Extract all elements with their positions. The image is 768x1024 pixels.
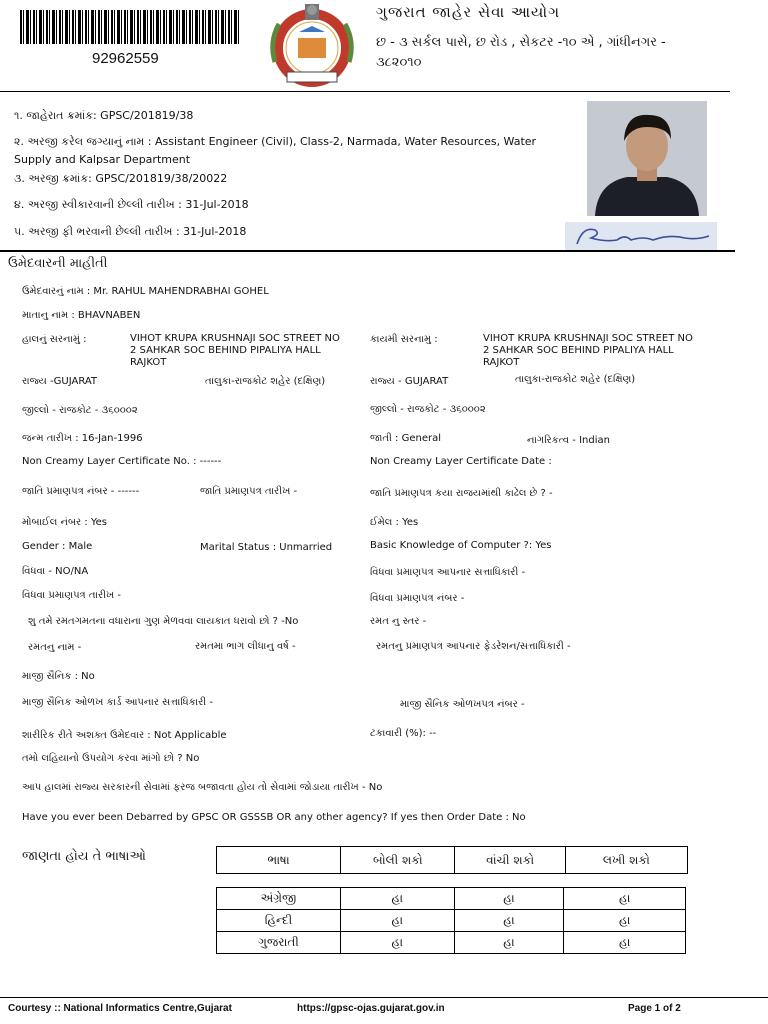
can-read: હા [454,888,564,910]
org-name: ગુજરાત જાહેર સેવા આયોગ [376,3,561,21]
fee-last-date: ૫. અરજી ફી ભરવાની છેલ્લી તારીખ : 31-Jul-2018 [14,225,247,238]
physically-disabled: શારીરિક રીતે અશક્ત ઉમેદવાર : Not Applicable [22,730,227,741]
widow-certificate-date: વિધવા પ્રમાણપત્ર તારીખ - [22,590,122,601]
permanent-address-line2: 2 SAHKAR SOC BEHIND PIPALIYA HALL [483,345,674,356]
header-can-write: લખી શકો [565,847,687,874]
caste-certificate-state: જાતિ પ્રમાણપત્ર કયા રાજયમાંથી કાઢેલ છે ? - [370,488,553,499]
section-title: ઉમેદવારની માહીતી [8,256,108,271]
current-state: રાજ્ય -GUJARAT [22,376,98,387]
ncl-certificate-number: Non Creamy Layer Certificate No. : ------ [22,456,222,467]
email: ઈમેલ : Yes [370,517,419,528]
advt-number: ૧. જાહેરાત ક્રમાંક: GPSC/201819/38 [14,109,194,122]
gpsc-logo [265,2,360,90]
sport-certificate-authority: રમતનુ પ્રમાણપત્ર આપનાર ફેડરેશન/સત્તાધિકારી - [376,641,571,652]
nationality: નાગરિકત્વ - Indian [527,435,610,446]
computer-knowledge: Basic Knowledge of Computer ?: Yes [370,540,552,551]
ex-serviceman-authority: માજી સૈનિક ઓળખ કાર્ડ આપનાર સત્તાધિકારી - [22,697,213,708]
debarred: Have you ever been Debarred by GPSC OR GSSSB OR any other agency? If yes then Order Date : No [22,812,526,823]
post-name-line1: ૨. અરજી કરેલ જગ્યાનું નામ : Assistant Engineer (Civil), Class-2, Narmada, Water Resources, Water [14,135,537,148]
ncl-certificate-date: Non Creamy Layer Certificate Date : [370,456,552,467]
current-address-line2: 2 SAHKAR SOC BEHIND PIPALIYA HALL [130,345,321,356]
can-speak: હા [340,888,454,910]
candidate-name: ઉમેદવારનું નામ : Mr. RAHUL MAHENDRABHAI GOHEL [22,286,269,297]
section-divider [0,250,735,252]
language-name: હિન્દી [217,910,341,932]
language-name: અંગ્રેજી [217,888,341,910]
candidate-signature [565,222,717,250]
current-district: જીલ્લો - રાજકોટ - ૩૬૦૦૦૨ [22,405,138,416]
permanent-district: જીલ્લો - રાજકોટ - ૩૬૦૦૦૨ [370,404,486,415]
marital-status: Marital Status : Unmarried [200,542,333,553]
sports-level: રમત નુ સ્તર - [370,616,427,627]
post-name-line2: Supply and Kalpsar Department [14,153,191,166]
application-number: ૩. અરજી ક્રમાંક: GPSC/201819/38/20022 [14,172,228,185]
org-address-line2: ૩૮૨૦૧૦ [376,55,422,70]
table-row [217,888,686,910]
can-write: હા [564,888,686,910]
table-row [217,910,686,932]
last-date: ૪. અરજી સ્વીકારવાની છેલ્લી તારીખ : 31-Jul-2018 [14,198,249,211]
caste: જાતી : General [370,433,441,444]
caste-certificate-date: જાતિ પ્રમાણપત્ર તારીખ - [200,486,298,497]
footer-url[interactable]: https://gpsc-ojas.gujarat.gov.in [297,1003,445,1014]
permanent-state: રાજ્ય - GUJARAT [370,376,449,387]
org-address-line1: છ - ૩ સર્કલ પાસે, છ રોડ , સેકટર -૧૦ એ , ગાંધીનગર - [376,35,666,50]
permanent-taluka: તાલુકા-રાજકોટ શહેર (દક્ષિણ) [515,374,636,385]
mobile: મોબાઈલ નંબર : Yes [22,517,108,528]
can-read: હા [454,910,564,932]
footer-divider [0,997,768,998]
sport-year: રમતમા ભાગ લીધાનુ વર્ષ - [195,641,296,652]
can-read: હા [454,932,564,954]
govt-service: આપ હાલમાં રાજ્ય સરકારની સેવામાં ફરજ બજાવતા હોય તો સેવામાં જોડાયા તારીખ - No [22,782,383,793]
languages-header-table [216,846,688,874]
barcode [20,10,240,44]
current-taluka: તાલુકા-રાજકોટ શહેર (દક્ષિણ) [205,376,326,387]
widow: વિધવા - NO/NA [22,566,89,577]
table-row [217,932,686,954]
languages-label: જાણતા હોય તે ભાષાઓ [22,849,146,864]
header-can-speak: બોલી શકો [341,847,455,874]
date-of-birth: જન્મ તારીખ : 16-Jan-1996 [22,433,143,444]
current-address-label: હાલનું સરનામું : [22,334,87,345]
widow-certificate-number: વિધવા પ્રમાણપત્ર નંબર - [370,593,465,604]
language-name: ગુજરાતી [217,932,341,954]
languages-table [216,887,686,954]
header-can-read: વાંચી શકો [455,847,565,874]
mother-name: માતાનુ નામ : BHAVNABEN [22,310,141,321]
header-language: ભાષા [217,847,341,874]
can-write: હા [564,910,686,932]
current-address-line1: VIHOT KRUPA KRUSHNAJI SOC STREET NO [130,333,340,344]
permanent-address-line3: RAJKOT [483,357,520,368]
sport-name: રમતનુ નામ - [28,642,82,653]
ex-serviceman-id-number: માજી સૈનિક ઓળખપત્ર નંબર - [400,699,525,710]
can-speak: હા [340,910,454,932]
gender: Gender : Male [22,541,93,552]
permanent-address-line1: VIHOT KRUPA KRUSHNAJI SOC STREET NO [483,333,693,344]
caste-certificate-number: જાતિ પ્રમાણપત્ર નંબર - ------ [22,486,140,497]
widow-certificate-authority: વિધવા પ્રમાણપત્ર આપનાર સત્તાધિકારી - [370,567,526,578]
ex-serviceman: માજી સૈનિક : No [22,671,95,682]
page-number: Page 1 of 2 [628,1003,681,1014]
current-address-line3: RAJKOT [130,357,167,368]
disability-percentage: ટકાવારી (%): -- [370,728,437,739]
candidate-photo [587,101,707,216]
sports-question: શુ તમે રમતગમતના વધારાના ગુણ મેળવવા લાયકાત ધરાવો છો ? -No [28,616,299,627]
can-speak: હા [340,932,454,954]
permanent-address-label: કાયમી સરનામુ : [370,334,438,345]
barcode-number: 92962559 [92,50,159,67]
header-divider [0,91,730,92]
footer-courtesy: Courtesy :: National Informatics Centre,Gujarat [8,1003,232,1014]
writer-required: તમો લહિયાનો ઉપયોગ કરવા માંગો છો ? No [22,753,200,764]
can-write: હા [564,932,686,954]
